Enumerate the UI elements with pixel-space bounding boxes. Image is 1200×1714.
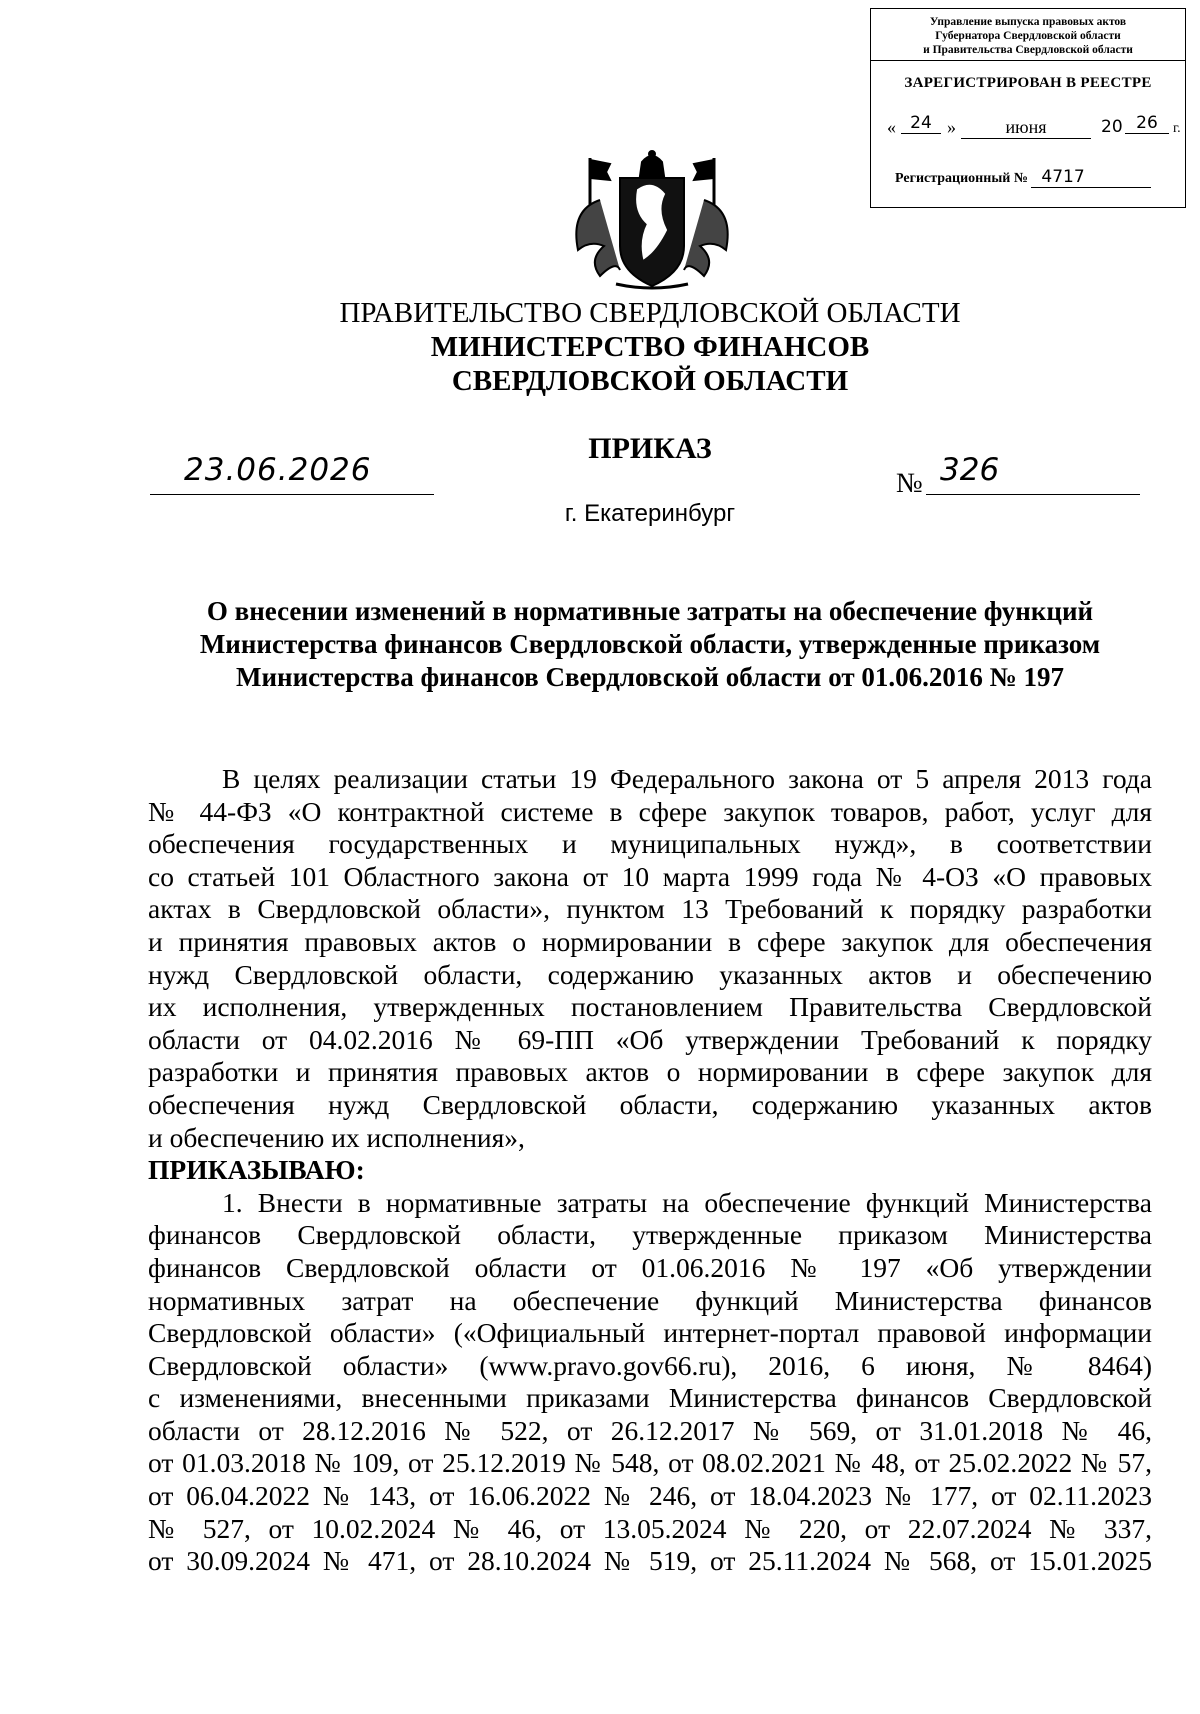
stamp-year-label: г. (1173, 121, 1181, 136)
body-line: с изменениями, внесенными приказами Министерства финансов Свердловской (148, 1382, 1152, 1414)
stamp-quote-close: » (947, 117, 956, 137)
document-number: 326 (940, 452, 1000, 488)
stamp-month: июня (961, 117, 1091, 139)
stamp-year-suffix: 26 (1125, 113, 1169, 134)
stamp-registered-label: ЗАРЕГИСТРИРОВАН В РЕЕСТРЕ (904, 75, 1152, 91)
government-name: ПРАВИТЕЛЬСТВО СВЕРДЛОВСКОЙ ОБЛАСТИ (339, 297, 961, 329)
body-line: области от 28.12.2016 № 522, от 26.12.2017 № 569, от 31.01.2018 № 46, (148, 1414, 1152, 1446)
body-line: и обеспечению их исполнения», (148, 1121, 525, 1153)
body-line: обеспечения нужд Свердловской области, содержанию указанных актов (148, 1088, 1152, 1120)
body-line: от 06.04.2022 № 143, от 16.06.2022 № 246, от 18.04.2023 № 177, от 02.11.2023 (148, 1480, 1152, 1512)
document-date: 23.06.2026 (184, 452, 372, 488)
body-line: от 30.09.2024 № 471, от 28.10.2024 № 519, от 25.11.2024 № 568, от 15.01.2025 (148, 1545, 1152, 1577)
stamp-header-line: и Правительства Свердловской области (923, 44, 1133, 56)
document-number-label: № (896, 468, 923, 499)
body-line: актах в Свердловской области», пунктом 13 Требований к порядку разработки (148, 893, 1152, 925)
document-date-field (150, 452, 434, 495)
body-line: их исполнения, утвержденных постановлением Правительства Свердловской (148, 991, 1152, 1023)
body-line: обеспечения государственных и муниципальных нужд», в соответствии (148, 828, 1152, 860)
document-body (148, 763, 1152, 1578)
stamp-year-prefix: 20 (1101, 117, 1123, 137)
title-line: Министерства финансов Свердловской области, утвержденные приказом (199, 629, 1101, 659)
title-line: Министерства финансов Свердловской области от 01.06.2016 № 197 (235, 662, 1065, 692)
body-line: № 44-ФЗ «О контрактной системе в сфере закупок товаров, работ, услуг для (148, 795, 1152, 827)
body-line: финансов Свердловской области, утвержденные приказом Министерства (148, 1219, 1152, 1251)
stamp-date (881, 113, 1181, 143)
body-line: нормативных затрат на обеспечение функций Министерства финансов (148, 1284, 1152, 1316)
body-line: № 527, от 10.02.2024 № 46, от 13.05.2024 № 220, от 22.07.2024 № 337, (148, 1512, 1152, 1544)
stamp-header (871, 9, 1185, 61)
body-line: Свердловской области» («Официальный интернет-портал правовой информации (148, 1317, 1152, 1349)
body-line: со статьей 101 Областного закона от 10 марта 1999 года № 4-ОЗ «О правовых (148, 860, 1152, 892)
ministry-name: МИНИСТЕРСТВО ФИНАНСОВ (430, 331, 870, 363)
stamp-day: 24 (901, 113, 941, 134)
document-city: г. Екатеринбург (564, 500, 736, 527)
coat-of-arms-icon (560, 150, 744, 292)
stamp-header-line: Губернатора Свердловской области (935, 30, 1121, 42)
body-line: 1. Внести в нормативные затраты на обеспечение функций Министерства (222, 1186, 1152, 1218)
stamp-header-line: Управление выпуска правовых актов (929, 16, 1127, 28)
registration-stamp (870, 8, 1186, 208)
stamp-quote-open: « (887, 117, 896, 137)
stamp-reg-value: 4717 (1031, 167, 1151, 188)
ministry-region: СВЕРДЛОВСКОЙ ОБЛАСТИ (451, 365, 849, 397)
body-line: от 01.03.2018 № 109, от 25.12.2019 № 548, от 08.02.2021 № 48, от 25.02.2022 № 57, (148, 1447, 1152, 1479)
order-directive: ПРИКАЗЫВАЮ: (148, 1154, 365, 1186)
document-type: ПРИКАЗ (588, 432, 712, 465)
body-line: финансов Свердловской области от 01.06.2016 № 197 «Об утверждении (148, 1251, 1152, 1283)
title-line: О внесении изменений в нормативные затраты на обеспечение функций (206, 596, 1094, 626)
document-number-field (926, 452, 1140, 495)
stamp-reg-number (895, 167, 1151, 188)
body-line: нужд Свердловской области, содержанию указанных актов и обеспечению (148, 958, 1152, 990)
body-line: и принятия правовых актов о нормировании в сфере закупок для обеспечения (148, 925, 1152, 957)
body-line: разработки и принятия правовых актов о нормировании в сфере закупок для (148, 1056, 1152, 1088)
document-title (150, 595, 1150, 694)
body-line: области от 04.02.2016 № 69-ПП «Об утверждении Требований к порядку (148, 1023, 1152, 1055)
stamp-reg-label: Регистрационный № (895, 171, 1028, 186)
body-line: Свердловской области» (www.pravo.gov66.ru), 2016, 6 июня, № 8464) (148, 1349, 1152, 1381)
body-line: В целях реализации статьи 19 Федерального закона от 5 апреля 2013 года (222, 763, 1152, 794)
